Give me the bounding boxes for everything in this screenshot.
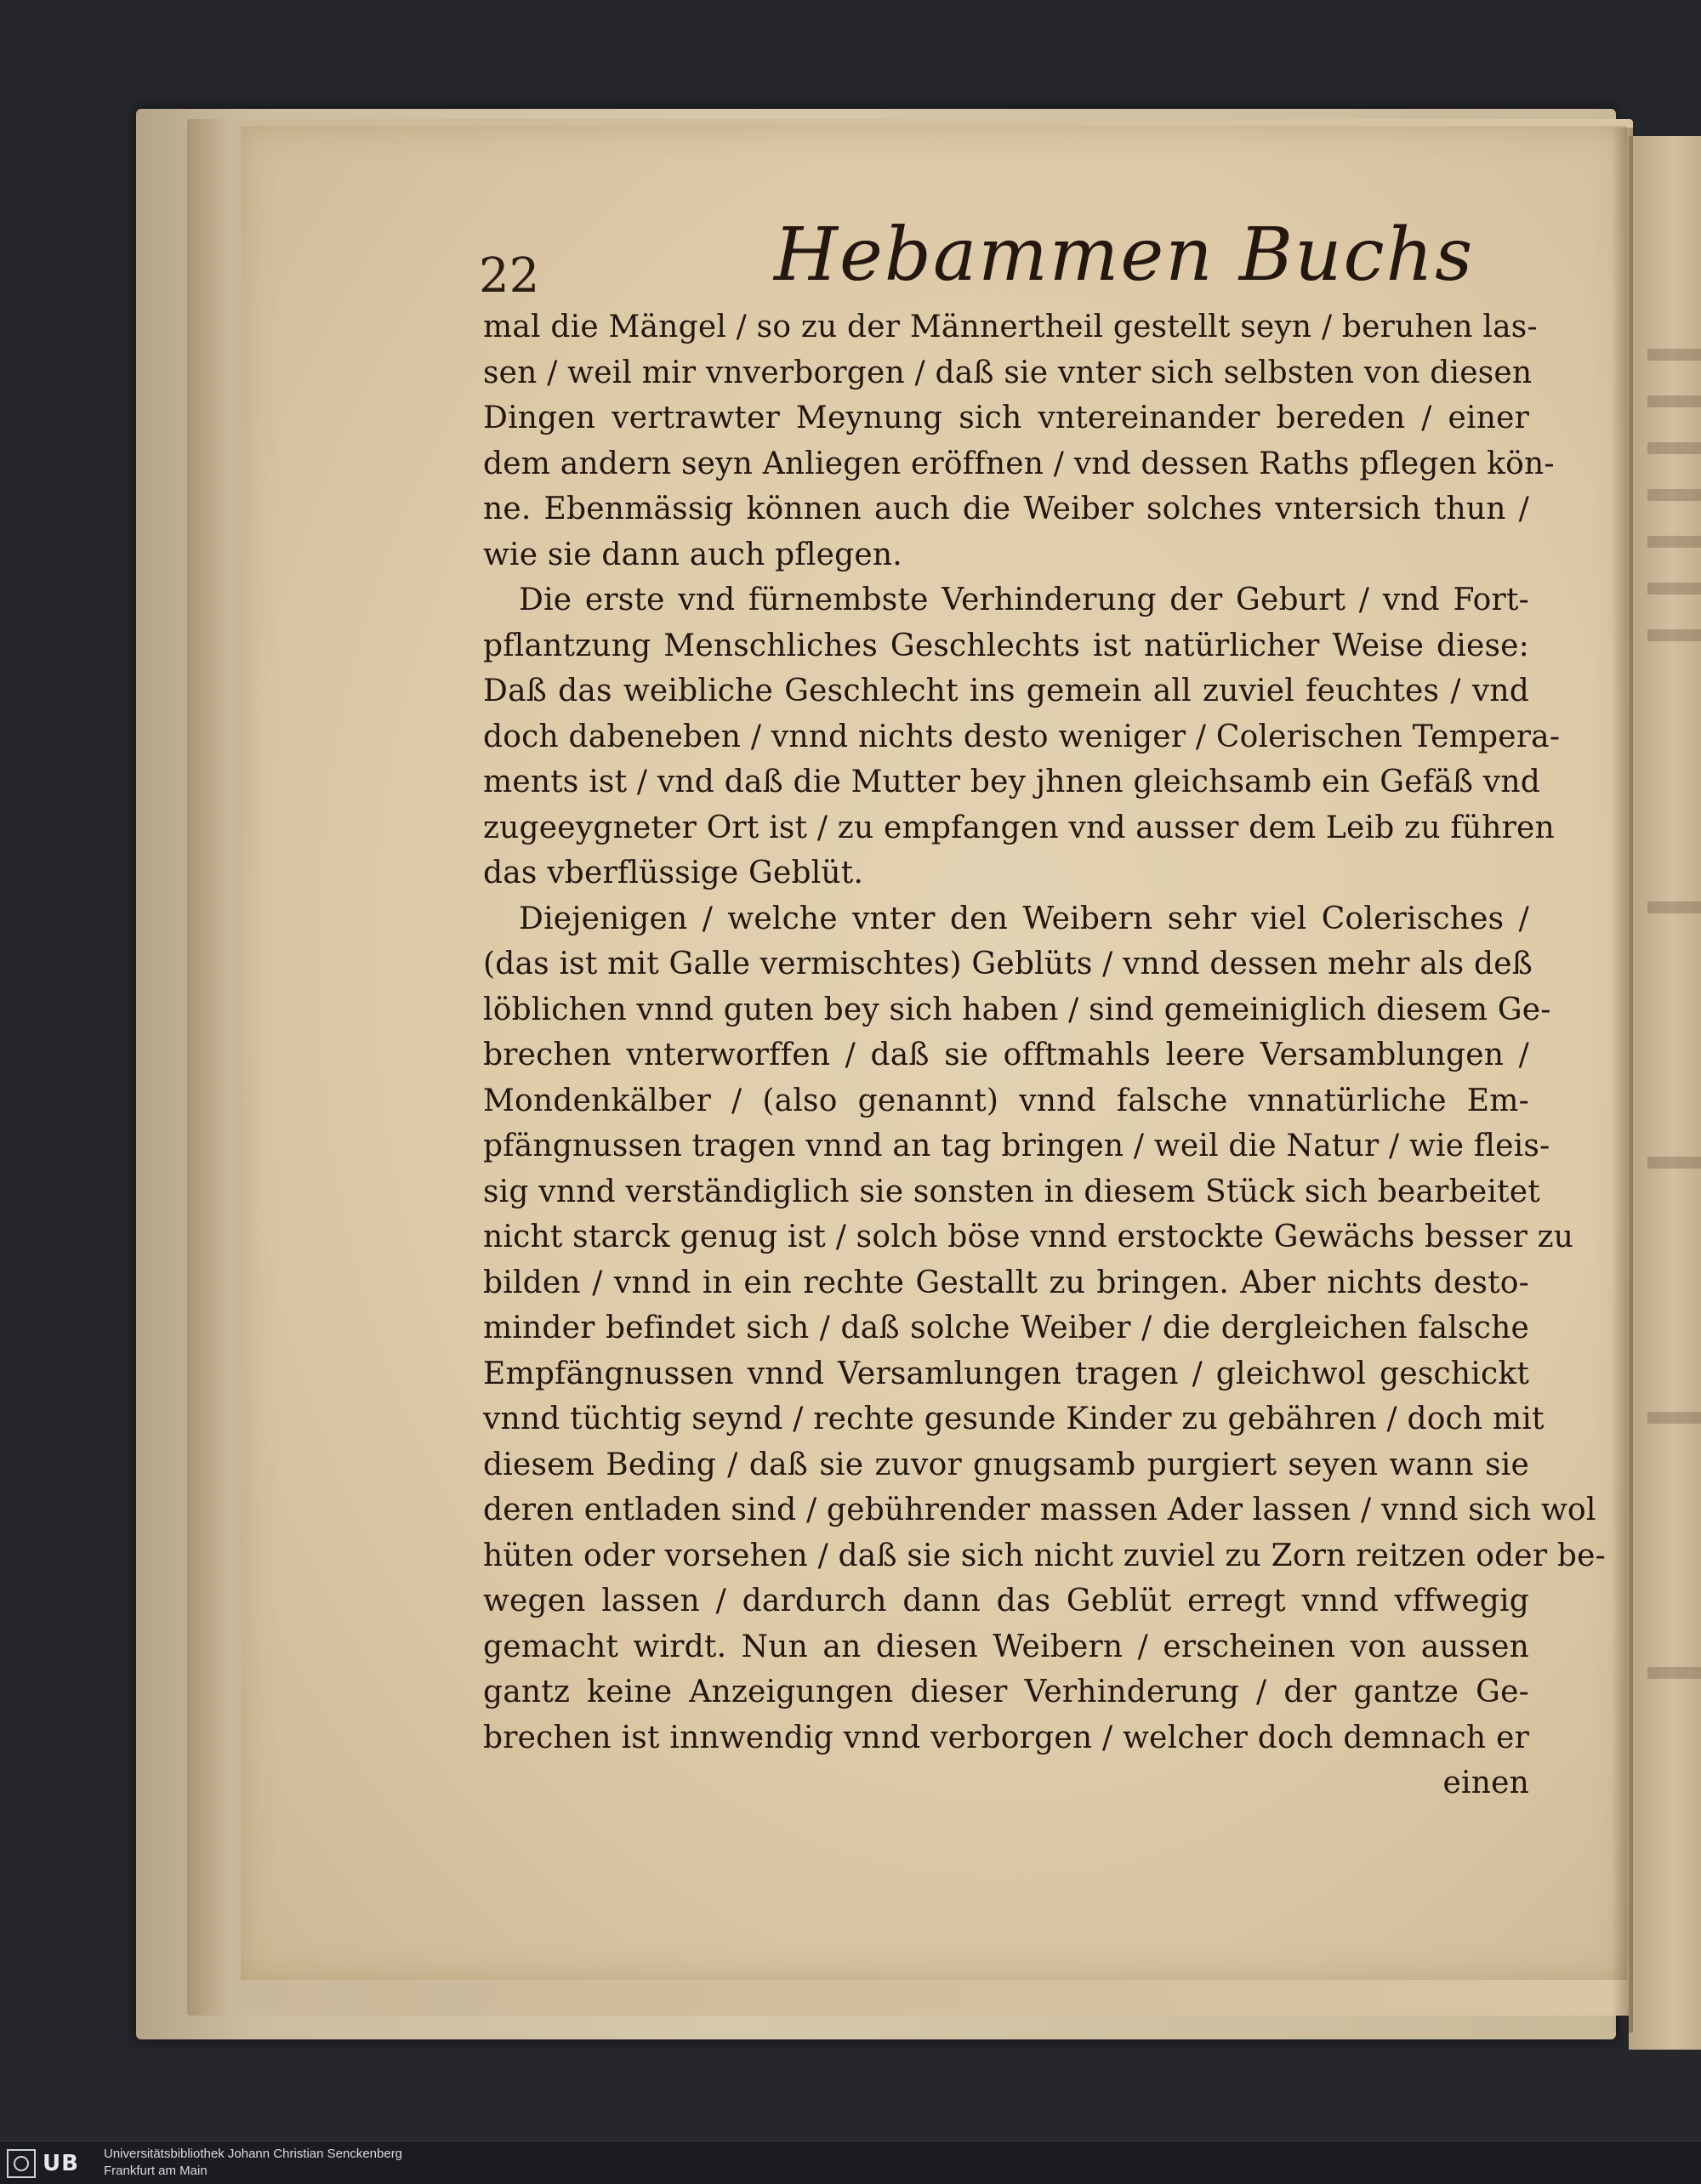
facing-page-fragment: [1629, 136, 1701, 2050]
text-line: zugeeygneter Ort ist / zu empfangen vnd ausser dem Leib zu führen: [483, 810, 1555, 845]
facing-text-fragment: [1647, 1412, 1701, 1424]
gutter-shadow: [1612, 128, 1633, 2033]
text-line: Diejenigen / welche vnter den Weibern sehr viel Colerisches /: [519, 901, 1529, 936]
institution-location: Frankfurt am Main: [104, 2164, 208, 2178]
text-line: minder befindet sich / daß solche Weiber / die dergleichen falsche: [483, 1311, 1529, 1345]
running-head: Hebammen Buchs: [774, 213, 1475, 298]
text-line: deren entladen sind / gebührender massen Ader lassen / vnnd sich wol: [483, 1493, 1596, 1527]
ub-logo[interactable]: [7, 2148, 92, 2179]
text-line: gantz keine Anzeigungen dieser Verhinderung / der gantze Ge-: [483, 1675, 1529, 1709]
facing-text-fragment: [1647, 489, 1701, 501]
text-line: nicht starck genug ist / solch böse vnnd erstockte Gewächs besser zu: [483, 1220, 1574, 1254]
text-line: doch dabeneben / vnnd nichts desto weniger / Colerischen Tempera-: [483, 719, 1561, 754]
facing-text-fragment: [1647, 395, 1701, 407]
library-footer: [0, 2141, 1701, 2184]
text-line: diesem Beding / daß sie zuvor gnugsamb purgiert seyen wann sie: [483, 1447, 1529, 1482]
ub-logo-text: UB: [43, 2151, 79, 2176]
text-line: Empfängnussen vnnd Versamlungen tragen / gleichwol geschickt: [483, 1356, 1529, 1391]
facing-text-fragment: [1647, 442, 1701, 454]
facing-text-fragment: [1647, 629, 1701, 641]
text-line: brechen vnterworffen / daß sie offtmahls leere Versamblungen /: [483, 1038, 1529, 1072]
text-line: Mondenkälber / (also genannt) vnnd falsche vnnatürliche Em-: [483, 1083, 1529, 1118]
text-line: ments ist / vnd daß die Mutter bey jhnen gleichsamb ein Gefäß vnd: [483, 765, 1540, 799]
catchword: einen: [1442, 1766, 1529, 1800]
text-line: (das ist mit Galle vermischtes) Geblüts / vnnd dessen mehr als deß: [483, 947, 1533, 981]
text-line: vnnd tüchtig seynd / rechte gesunde Kinder zu gebähren / doch mit: [483, 1402, 1545, 1436]
text-line: löblichen vnnd guten bey sich haben / sind gemeiniglich diesem Ge-: [483, 992, 1551, 1027]
text-line: sig vnnd verständiglich sie sonsten in diesem Stück sich bearbeitet: [483, 1174, 1540, 1209]
facing-text-fragment: [1647, 583, 1701, 594]
text-line: bilden / vnnd in ein rechte Gestallt zu bringen. Aber nichts desto-: [483, 1265, 1529, 1300]
text-line: Dingen vertrawter Meynung sich vntereinander bereden / einer: [483, 401, 1529, 435]
text-line: das vberflüssige Geblüt.: [483, 856, 864, 890]
text-line: sen / weil mir vnverborgen / daß sie vnter sich selbsten von diesen: [483, 355, 1533, 390]
text-line: mal die Mängel / so zu der Männertheil gestellt seyn / beruhen las-: [483, 310, 1538, 344]
facing-text-fragment: [1647, 1667, 1701, 1679]
text-line: Die erste vnd fürnembste Verhinderung der Geburt / vnd Fort-: [519, 583, 1529, 617]
facing-text-fragment: [1647, 901, 1701, 913]
text-line: wie sie dann auch pflegen.: [483, 537, 902, 572]
text-line: hüten oder vorsehen / daß sie sich nicht zuviel zu Zorn reitzen oder be-: [483, 1538, 1606, 1573]
text-line: gemacht wirdt. Nun an diesen Weibern / erscheinen von aussen: [483, 1629, 1529, 1664]
text-line: dem andern seyn Anliegen eröffnen / vnd dessen Raths pflegen kön-: [483, 446, 1555, 481]
institution-name: Universitätsbibliothek Johann Christian Senckenberg: [104, 2147, 403, 2161]
text-line: wegen lassen / dardurch dann das Geblüt erregt vnnd vffwegig: [483, 1584, 1529, 1618]
body-text: [483, 304, 1606, 1806]
ub-logo-icon: [7, 2149, 36, 2178]
facing-text-fragment: [1647, 536, 1701, 548]
facing-text-fragment: [1647, 1157, 1701, 1169]
page-number: 22: [479, 248, 540, 304]
text-line: brechen ist innwendig vnnd verborgen / welcher doch demnach er: [483, 1720, 1529, 1755]
text-line: Daß das weibliche Geschlecht ins gemein all zuviel feuchtes / vnd: [483, 674, 1529, 708]
text-line: ne. Ebenmässig können auch die Weiber solches vntersich thun /: [483, 492, 1529, 526]
facing-text-fragment: [1647, 349, 1701, 361]
text-line: pflantzung Menschliches Geschlechts ist natürlicher Weise diese:: [483, 628, 1529, 663]
text-line: pfängnussen tragen vnnd an tag bringen / weil die Natur / wie fleis-: [483, 1129, 1550, 1163]
